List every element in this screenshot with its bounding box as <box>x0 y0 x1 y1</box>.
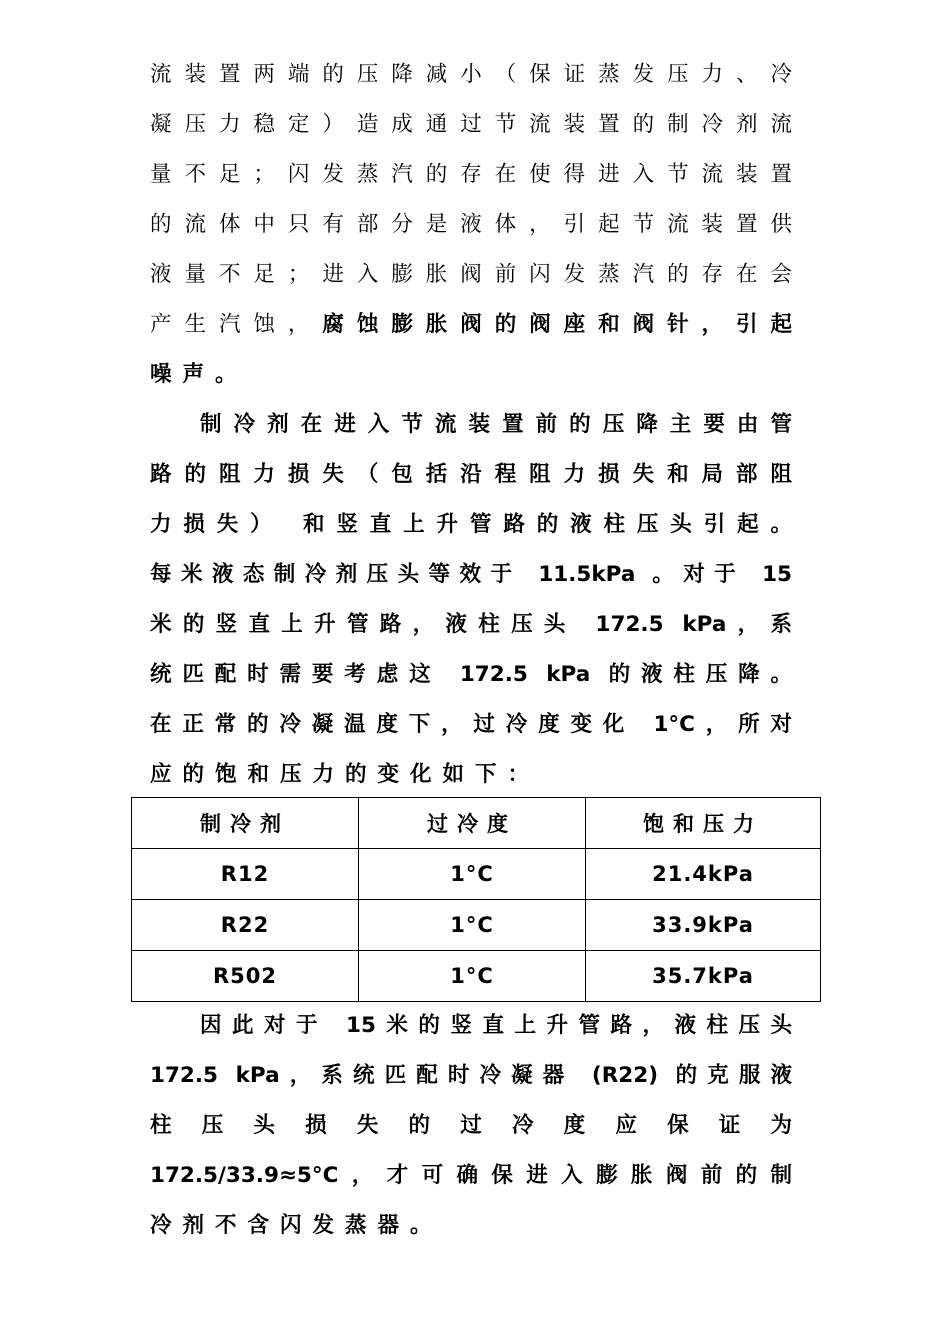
table-header-subcooling: 过冷度 <box>359 798 586 849</box>
table-cell-pressure: 33.9kPa <box>586 900 821 951</box>
paragraph1-line-4: 的流体中只有部分是液体，引起节流装置供 <box>150 212 792 237</box>
pressure-table <box>131 797 821 1002</box>
paragraph2-line-6: 统匹配时需要考虑这 172.5 kPa 的液柱压降。 <box>150 662 792 687</box>
table-cell-refrigerant: R12 <box>132 849 359 900</box>
table-header-refrigerant: 制冷剂 <box>132 798 359 849</box>
table-cell-subcooling: 1°C <box>359 849 586 900</box>
table-row <box>132 951 821 1002</box>
paragraph3-line-5: 冷剂不含闪发蒸器。 <box>150 1213 443 1238</box>
paragraph3-line-1: 因此对于 15米的竖直上升管路，液柱压头 <box>200 1013 792 1038</box>
table-cell-pressure: 21.4kPa <box>586 849 821 900</box>
paragraph1-line-7: 噪声。 <box>150 362 248 387</box>
paragraph1-line-3: 量不足；闪发蒸汽的存在使得进入节流装置 <box>150 162 792 187</box>
paragraph2-line-4: 每米液态制冷剂压头等效于 11.5kPa 。对于 15 <box>150 562 792 587</box>
paragraph1-line-2: 凝压力稳定）造成通过节流装置的制冷剂流 <box>150 112 792 137</box>
paragraph2-line-2: 路的阻力损失（包括沿程阻力损失和局部阻 <box>150 462 792 487</box>
paragraph1-line-1: 流装置两端的压降减小（保证蒸发压力、冷 <box>150 62 792 87</box>
table-cell-refrigerant: R502 <box>132 951 359 1002</box>
paragraph2-line-8: 应的饱和压力的变化如下： <box>150 762 541 787</box>
paragraph2-line-7: 在正常的冷凝温度下，过冷度变化 1°C，所对 <box>150 712 792 737</box>
paragraph1-line-6-normal: 产生汽蚀， <box>150 312 323 337</box>
table-header-row <box>132 798 821 849</box>
table-row <box>132 849 821 900</box>
table-cell-subcooling: 1°C <box>359 951 586 1002</box>
paragraph1-line-6 <box>150 310 792 340</box>
table-cell-subcooling: 1°C <box>359 900 586 951</box>
table-header-saturation-pressure: 饱和压力 <box>586 798 821 849</box>
paragraph2-line-3: 力损失） 和竖直上升管路的液柱压头引起。 <box>150 512 792 537</box>
paragraph2-line-5: 米的竖直上升管路，液柱压头 172.5 kPa，系 <box>150 612 792 637</box>
paragraph1-line-5: 液量不足；进入膨胀阀前闪发蒸汽的存在会 <box>150 262 792 287</box>
paragraph3-line-3: 柱压头损失的过冷度应保证为 <box>150 1113 792 1138</box>
table-cell-pressure: 35.7kPa <box>586 951 821 1002</box>
paragraph2-line-1: 制冷剂在进入节流装置前的压降主要由管 <box>200 412 792 437</box>
paragraph3-line-2: 172.5 kPa，系统匹配时冷凝器 (R22) 的克服液 <box>150 1063 792 1088</box>
paragraph1-line-6-bold: 腐蚀膨胀阀的阀座和阀针，引起 <box>322 312 792 337</box>
paragraph3-line-4: 172.5/33.9≈5°C，才可确保进入膨胀阀前的制 <box>150 1163 792 1188</box>
table-cell-refrigerant: R22 <box>132 900 359 951</box>
table-row <box>132 900 821 951</box>
